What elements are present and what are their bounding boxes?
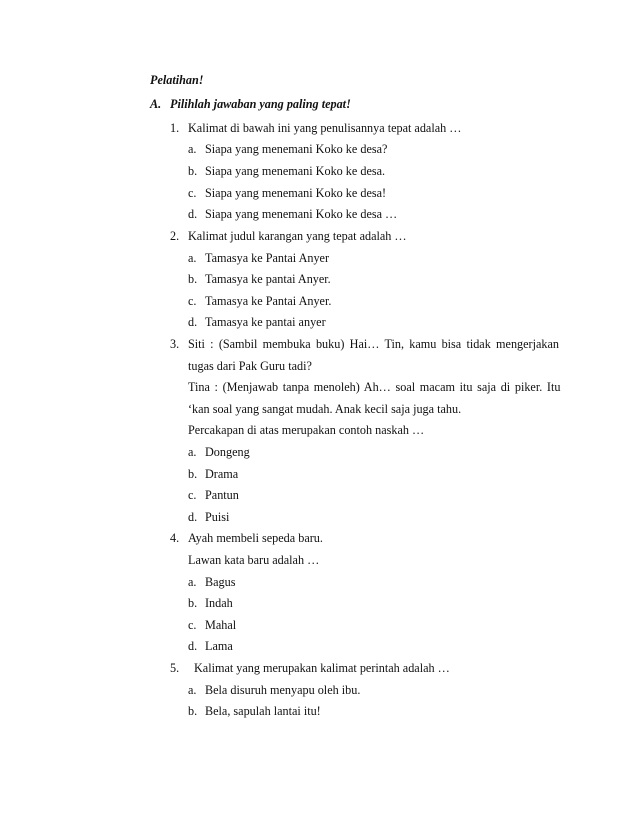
option-key: c. (188, 618, 197, 632)
question-stem: ‘kan soal yang sangat mudah. Anak kecil saja juga tahu. (188, 402, 462, 416)
option-key: d. (188, 510, 198, 524)
question-stem: tugas dari Pak Guru tadi? (188, 359, 312, 373)
option-key: c. (188, 294, 197, 308)
option-text: Tamasya ke Pantai Anyer. (205, 294, 332, 308)
option-text: Tamasya ke pantai Anyer. (205, 272, 331, 286)
question-stem: Kalimat judul karangan yang tepat adalah … (188, 229, 407, 243)
option-key: d. (188, 639, 198, 653)
question-stem: Kalimat yang merupakan kalimat perintah adalah … (194, 661, 450, 675)
option-text: Lama (205, 639, 233, 653)
option-key: d. (188, 207, 198, 221)
section-label: A. (150, 97, 162, 111)
heading: Pelatihan! (150, 73, 204, 87)
option-text: Pantun (205, 488, 239, 502)
option-text: Bela disuruh menyapu oleh ibu. (205, 683, 361, 697)
question-number: 1. (170, 121, 180, 135)
option-key: a. (188, 142, 197, 156)
option-key: c. (188, 488, 197, 502)
option-text: Drama (205, 467, 239, 481)
option-text: Siapa yang menemani Koko ke desa. (205, 164, 386, 178)
question-stem: Siti : (Sambil membuka buku) Hai… Tin, kamu bisa tidak mengerjakan (188, 337, 559, 351)
option-key: a. (188, 575, 197, 589)
question-stem: Percakapan di atas merupakan contoh naskah … (188, 423, 425, 437)
option-text: Puisi (205, 510, 230, 524)
option-text: Dongeng (205, 445, 250, 459)
option-text: Siapa yang menemani Koko ke desa? (205, 142, 388, 156)
option-key: b. (188, 164, 198, 178)
question-number: 5. (170, 661, 180, 675)
question-stem: Lawan kata baru adalah … (188, 553, 320, 567)
option-text: Siapa yang menemani Koko ke desa … (205, 207, 398, 221)
option-key: a. (188, 251, 197, 265)
option-key: b. (188, 272, 198, 286)
question-number: 4. (170, 531, 180, 545)
option-key: b. (188, 704, 198, 718)
question-stem: Kalimat di bawah ini yang penulisannya tepat adalah … (188, 121, 462, 135)
option-key: d. (188, 315, 198, 329)
section-title: Pilihlah jawaban yang paling tepat! (170, 97, 351, 111)
question-number: 3. (170, 337, 180, 351)
option-key: c. (188, 186, 197, 200)
option-text: Tamasya ke Pantai Anyer (205, 251, 330, 265)
option-text: Tamasya ke pantai anyer (205, 315, 326, 329)
option-text: Indah (205, 596, 233, 610)
question-number: 2. (170, 229, 180, 243)
question-stem: Tina : (Menjawab tanpa menoleh) Ah… soal macam itu saja di piker. Itu (188, 380, 561, 394)
option-key: b. (188, 596, 198, 610)
option-key: a. (188, 445, 197, 459)
option-text: Siapa yang menemani Koko ke desa! (205, 186, 387, 200)
option-text: Mahal (205, 618, 237, 632)
option-key: b. (188, 467, 198, 481)
option-text: Bagus (205, 575, 236, 589)
option-text: Bela, sapulah lantai itu! (205, 704, 321, 718)
option-key: a. (188, 683, 197, 697)
question-stem: Ayah membeli sepeda baru. (188, 531, 323, 545)
